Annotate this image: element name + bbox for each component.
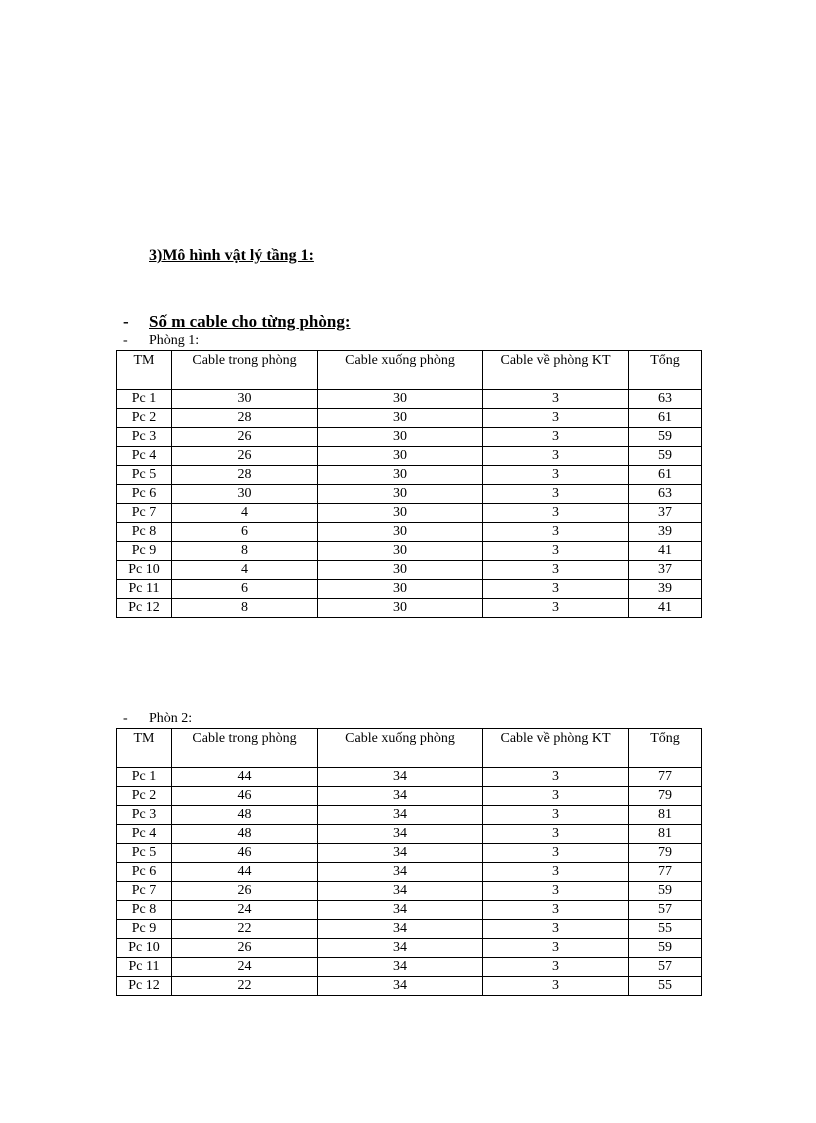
cell-col-tong: 57: [629, 901, 702, 920]
cell-col-cable-xuong-phong: 30: [318, 599, 483, 618]
cell-col-cable-ve-phong-kt: 3: [483, 958, 629, 977]
cell-col-cable-trong-phong: 46: [172, 844, 318, 863]
cell-col-cable-trong-phong: 22: [172, 977, 318, 996]
cell-col-cable-trong-phong: 26: [172, 447, 318, 466]
cable-bullet: [123, 312, 350, 332]
cell-col-tong: 57: [629, 958, 702, 977]
table-row: [117, 409, 702, 428]
table-row: [117, 787, 702, 806]
cell-col-tm: Pc 7: [117, 504, 172, 523]
cell-col-cable-trong-phong: 24: [172, 958, 318, 977]
cell-col-tm: Pc 11: [117, 958, 172, 977]
cell-col-cable-trong-phong: 26: [172, 882, 318, 901]
cell-col-tong: 81: [629, 825, 702, 844]
cell-col-tm: Pc 10: [117, 939, 172, 958]
table-row: [117, 580, 702, 599]
cell-col-cable-ve-phong-kt: 3: [483, 485, 629, 504]
table-row: [117, 447, 702, 466]
cell-col-cable-ve-phong-kt: 3: [483, 523, 629, 542]
cell-col-cable-xuong-phong: 34: [318, 939, 483, 958]
table-row: [117, 428, 702, 447]
cell-col-tong: 39: [629, 580, 702, 599]
cell-col-tong: 55: [629, 977, 702, 996]
cell-col-tong: 37: [629, 504, 702, 523]
cell-col-tm: Pc 12: [117, 599, 172, 618]
cell-col-cable-ve-phong-kt: 3: [483, 409, 629, 428]
cell-col-tong: 59: [629, 882, 702, 901]
cell-col-cable-ve-phong-kt: 3: [483, 844, 629, 863]
cell-col-tm: Pc 2: [117, 787, 172, 806]
cell-col-cable-xuong-phong: 30: [318, 447, 483, 466]
table-row: [117, 939, 702, 958]
cell-col-tm: Pc 5: [117, 844, 172, 863]
cell-col-cable-trong-phong: 28: [172, 466, 318, 485]
table-row: [117, 920, 702, 939]
cell-col-cable-xuong-phong: 34: [318, 787, 483, 806]
cell-col-cable-ve-phong-kt: 3: [483, 977, 629, 996]
table-row: [117, 599, 702, 618]
cell-col-cable-xuong-phong: 34: [318, 882, 483, 901]
cell-col-cable-ve-phong-kt: 3: [483, 787, 629, 806]
room-1-table: [116, 350, 702, 618]
cell-col-cable-xuong-phong: 34: [318, 844, 483, 863]
cell-col-cable-xuong-phong: 30: [318, 485, 483, 504]
cell-col-cable-xuong-phong: 30: [318, 561, 483, 580]
cell-col-cable-ve-phong-kt: 3: [483, 806, 629, 825]
cell-col-cable-ve-phong-kt: 3: [483, 542, 629, 561]
cell-col-tm: Pc 5: [117, 466, 172, 485]
table-row: [117, 958, 702, 977]
cell-col-cable-trong-phong: 30: [172, 485, 318, 504]
cell-col-cable-xuong-phong: 34: [318, 806, 483, 825]
cell-col-cable-xuong-phong: 30: [318, 504, 483, 523]
cell-col-cable-trong-phong: 4: [172, 504, 318, 523]
header-col-cable-ve-phong-kt: Cable về phòng KT: [483, 729, 629, 768]
room-1-label-text: Phòng 1:: [149, 333, 200, 348]
cell-col-cable-trong-phong: 26: [172, 428, 318, 447]
cell-col-cable-xuong-phong: 30: [318, 466, 483, 485]
cell-col-cable-xuong-phong: 30: [318, 523, 483, 542]
table-row: [117, 561, 702, 580]
cell-col-tm: Pc 8: [117, 523, 172, 542]
cable-bullet-text: Số m cable cho từng phòng:: [149, 312, 351, 331]
cell-col-tong: 61: [629, 409, 702, 428]
cell-col-cable-ve-phong-kt: 3: [483, 882, 629, 901]
table-row: [117, 390, 702, 409]
cell-col-cable-xuong-phong: 34: [318, 920, 483, 939]
header-col-tm: TM: [117, 729, 172, 768]
cell-col-cable-xuong-phong: 34: [318, 863, 483, 882]
cell-col-cable-ve-phong-kt: 3: [483, 825, 629, 844]
cell-col-cable-trong-phong: 8: [172, 599, 318, 618]
cell-col-cable-xuong-phong: 34: [318, 768, 483, 787]
cell-col-cable-xuong-phong: 34: [318, 825, 483, 844]
bullet-dash: -: [123, 333, 128, 348]
table-row: [117, 504, 702, 523]
table-row: [117, 844, 702, 863]
cell-col-tm: Pc 9: [117, 542, 172, 561]
cell-col-cable-trong-phong: 24: [172, 901, 318, 920]
cell-col-tong: 59: [629, 428, 702, 447]
cell-col-tong: 79: [629, 787, 702, 806]
cell-col-cable-ve-phong-kt: 3: [483, 504, 629, 523]
cell-col-tm: Pc 2: [117, 409, 172, 428]
cell-col-tong: 59: [629, 939, 702, 958]
cell-col-cable-trong-phong: 6: [172, 580, 318, 599]
cell-col-tm: Pc 1: [117, 768, 172, 787]
bullet-dash: -: [123, 711, 128, 726]
table-header-row: [117, 351, 702, 390]
cell-col-cable-ve-phong-kt: 3: [483, 901, 629, 920]
header-col-tong: Tổng: [629, 729, 702, 768]
table-row: [117, 825, 702, 844]
cell-col-cable-ve-phong-kt: 3: [483, 768, 629, 787]
cell-col-cable-xuong-phong: 30: [318, 428, 483, 447]
table-row: [117, 977, 702, 996]
cell-col-tm: Pc 6: [117, 863, 172, 882]
section-heading: 3)Mô hình vật lý tầng 1:: [149, 247, 314, 264]
cell-col-cable-trong-phong: 44: [172, 863, 318, 882]
cell-col-tm: Pc 9: [117, 920, 172, 939]
cell-col-cable-ve-phong-kt: 3: [483, 599, 629, 618]
header-col-cable-ve-phong-kt: Cable về phòng KT: [483, 351, 629, 390]
cell-col-cable-trong-phong: 22: [172, 920, 318, 939]
cell-col-tm: Pc 4: [117, 447, 172, 466]
cell-col-tong: 63: [629, 485, 702, 504]
table-row: [117, 882, 702, 901]
cell-col-cable-ve-phong-kt: 3: [483, 580, 629, 599]
table-header-row: [117, 729, 702, 768]
cell-col-cable-trong-phong: 44: [172, 768, 318, 787]
header-col-tong: Tổng: [629, 351, 702, 390]
cell-col-cable-xuong-phong: 30: [318, 409, 483, 428]
cell-col-tong: 63: [629, 390, 702, 409]
header-col-cable-trong-phong: Cable trong phòng: [172, 729, 318, 768]
cell-col-cable-ve-phong-kt: 3: [483, 428, 629, 447]
cell-col-cable-trong-phong: 4: [172, 561, 318, 580]
cell-col-cable-trong-phong: 26: [172, 939, 318, 958]
cell-col-cable-trong-phong: 48: [172, 825, 318, 844]
cell-col-tong: 59: [629, 447, 702, 466]
cell-col-cable-xuong-phong: 34: [318, 958, 483, 977]
cell-col-cable-ve-phong-kt: 3: [483, 939, 629, 958]
cell-col-tm: Pc 4: [117, 825, 172, 844]
cell-col-tm: Pc 3: [117, 428, 172, 447]
cell-col-tong: 79: [629, 844, 702, 863]
cell-col-cable-xuong-phong: 30: [318, 390, 483, 409]
table-row: [117, 901, 702, 920]
cell-col-cable-ve-phong-kt: 3: [483, 561, 629, 580]
cell-col-cable-ve-phong-kt: 3: [483, 390, 629, 409]
cell-col-cable-trong-phong: 28: [172, 409, 318, 428]
table-row: [117, 542, 702, 561]
bullet-dash: -: [123, 312, 129, 331]
header-col-cable-xuong-phong: Cable xuống phòng: [318, 729, 483, 768]
table-row: [117, 523, 702, 542]
cell-col-cable-ve-phong-kt: 3: [483, 447, 629, 466]
cell-col-tm: Pc 6: [117, 485, 172, 504]
table-row: [117, 466, 702, 485]
cell-col-tong: 61: [629, 466, 702, 485]
room-2-label-text: Phòn 2:: [149, 711, 193, 726]
cell-col-cable-ve-phong-kt: 3: [483, 863, 629, 882]
cell-col-tm: Pc 7: [117, 882, 172, 901]
cell-col-tong: 37: [629, 561, 702, 580]
cell-col-tong: 77: [629, 863, 702, 882]
cell-col-tong: 39: [629, 523, 702, 542]
cell-col-cable-trong-phong: 6: [172, 523, 318, 542]
cell-col-tm: Pc 11: [117, 580, 172, 599]
cell-col-tong: 41: [629, 542, 702, 561]
cell-col-cable-trong-phong: 46: [172, 787, 318, 806]
cell-col-cable-xuong-phong: 34: [318, 901, 483, 920]
header-col-cable-trong-phong: Cable trong phòng: [172, 351, 318, 390]
cell-col-cable-trong-phong: 30: [172, 390, 318, 409]
cell-col-tong: 41: [629, 599, 702, 618]
cell-col-tong: 77: [629, 768, 702, 787]
header-col-tm: TM: [117, 351, 172, 390]
cell-col-tm: Pc 10: [117, 561, 172, 580]
cell-col-tm: Pc 12: [117, 977, 172, 996]
cell-col-tong: 55: [629, 920, 702, 939]
cell-col-tong: 81: [629, 806, 702, 825]
cell-col-cable-ve-phong-kt: 3: [483, 466, 629, 485]
cell-col-tm: Pc 8: [117, 901, 172, 920]
cell-col-tm: Pc 1: [117, 390, 172, 409]
room-2-label: [123, 711, 192, 727]
table-row: [117, 768, 702, 787]
header-col-cable-xuong-phong: Cable xuống phòng: [318, 351, 483, 390]
cell-col-cable-xuong-phong: 30: [318, 580, 483, 599]
cell-col-cable-trong-phong: 48: [172, 806, 318, 825]
cell-col-tm: Pc 3: [117, 806, 172, 825]
cell-col-cable-xuong-phong: 34: [318, 977, 483, 996]
room-1-label: [123, 333, 199, 349]
cell-col-cable-trong-phong: 8: [172, 542, 318, 561]
table-row: [117, 863, 702, 882]
cell-col-cable-ve-phong-kt: 3: [483, 920, 629, 939]
cell-col-cable-xuong-phong: 30: [318, 542, 483, 561]
room-2-table: [116, 728, 702, 996]
table-row: [117, 485, 702, 504]
table-row: [117, 806, 702, 825]
